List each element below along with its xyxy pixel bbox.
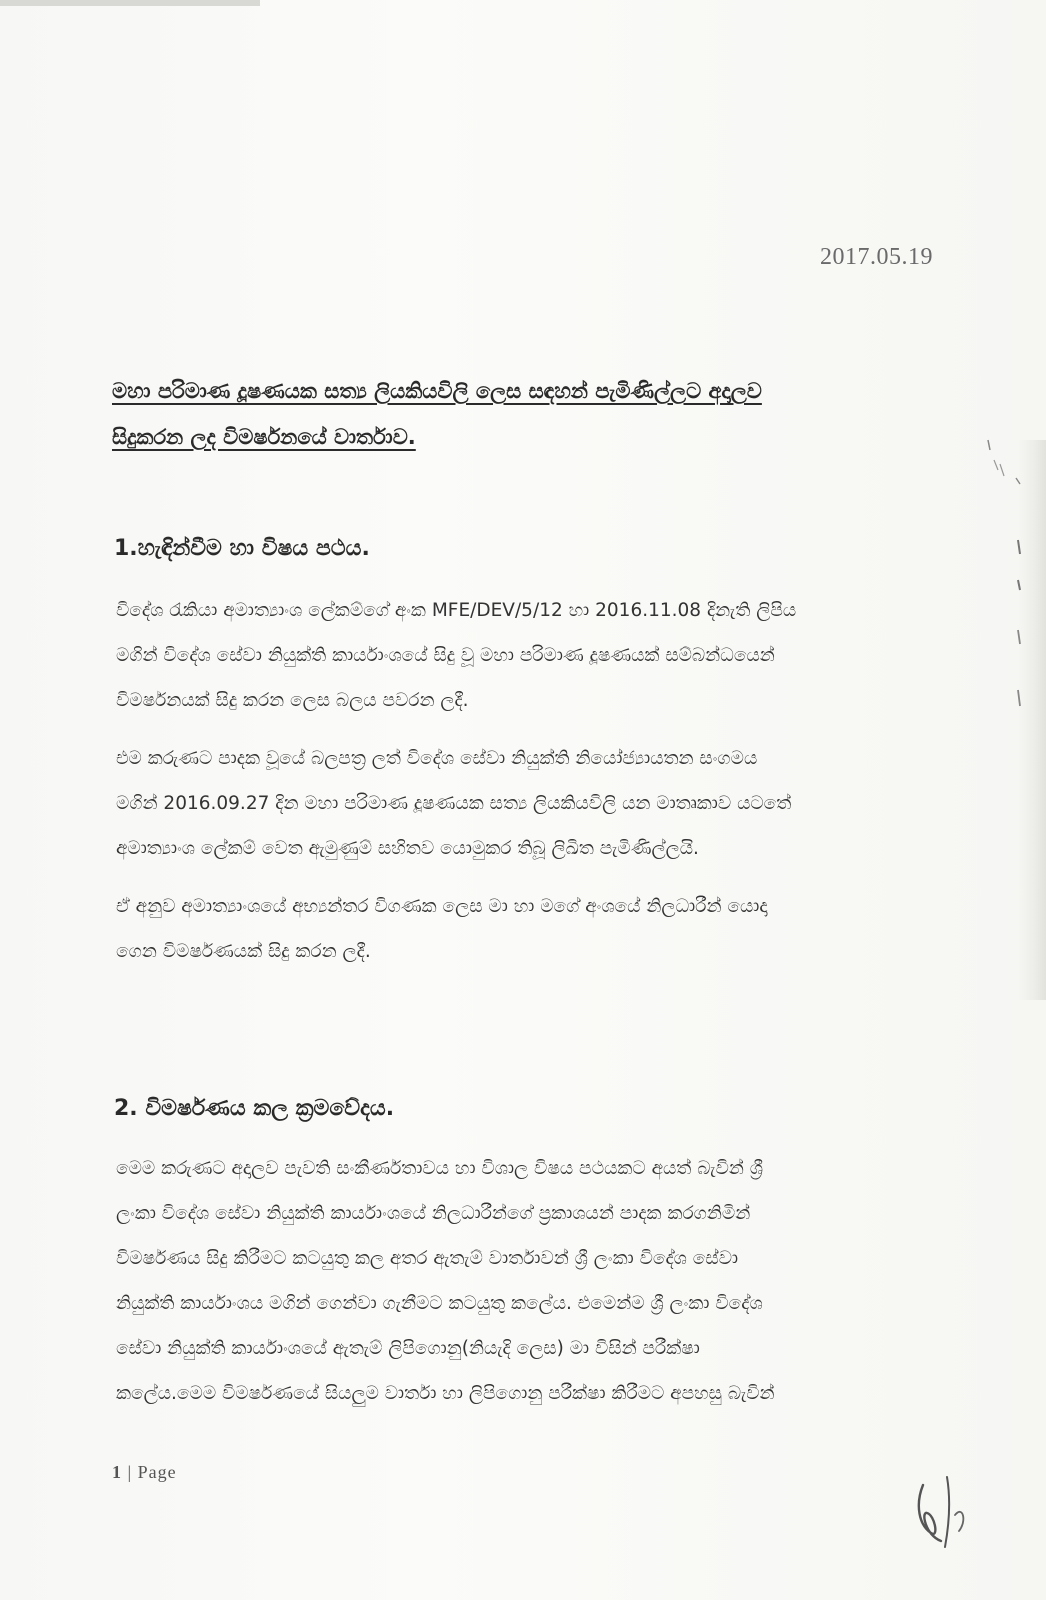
section-2-heading: 2. විමර්ෂණය කල ක්‍රමවේදය.	[114, 1096, 395, 1121]
paragraph-line: ගෙන විමර්ෂණයක් සිදු කරන ලදී.	[116, 941, 371, 962]
scan-margin-marks	[980, 430, 1040, 730]
page-separator: |	[127, 1462, 133, 1482]
paragraph-line: ලංකා විදේශ සේවා නියුක්ති කාර්යාංශයේ නිලධාරීන්ගේ ප්‍රකාශයන් පාදක කරගනිමින්	[116, 1203, 751, 1224]
paragraph-line: මෙම කරුණට අදාලව පැවති සංකීර්ණතාවය හා විශාල විෂය පථයකට අයත් බැවින් ශ්‍රී	[116, 1158, 764, 1179]
title-line-1: මහා පරිමාණ දූෂණයක සත්‍ය ලියකියවිලි ලෙස සඳහන් පැමිණිල්ලට අදාලව	[112, 379, 762, 403]
paragraph-line: මගින් 2016.09.27 දින මහා පරිමාණ දූෂණයක සත්‍ය ලියකියවිලි යන මාතෘකාව යටතේ	[116, 793, 792, 814]
section-1-heading: 1.හැඳින්වීම හා විෂය පථය.	[114, 536, 370, 561]
page-number: 1	[112, 1462, 122, 1482]
page-footer	[112, 1462, 177, 1483]
paragraph-line: අමාත්‍යාංශ ලේකම් වෙත ඇමුණුම් සහිතව යොමුකර තිබූ ලිඛිත පැමිණිල්ලයි.	[116, 838, 699, 859]
section-1-paragraph-1	[116, 588, 976, 723]
page-label: Page	[137, 1462, 177, 1482]
paragraph-line: විදේශ රැකියා අමාත්‍යාංශ ලේකම්ගේ අංක MFE/DEV/5/12 හා 2016.11.08 දිනැති ලිපිය	[116, 600, 797, 621]
paragraph-line: සේවා නියුක්ති කාර්යාංශයේ ඇතැම් ලිපිගොනු(නියැදි ලෙස) මා විසින් පරීක්ෂා	[116, 1338, 700, 1359]
section-1-paragraph-3	[116, 884, 976, 974]
document-title	[112, 368, 992, 460]
paragraph-line: එම කරුණට පාදක වූයේ බලපත්‍ර ලත් විදේශ සේවා නියුක්ති නියෝජ්‍යායතන සංගමය	[116, 748, 758, 769]
paragraph-line: මගින් විදේශ සේවා නියුක්ති කාර්යාංශයේ සිදු වූ මහා පරිමාණ දූෂණයක් සම්බන්ධයෙන්	[116, 645, 775, 666]
paragraph-line: නියුක්ති කාර්යාංශය මගින් ගෙන්වා ගැනීමට කටයුතු කලේය. එමෙන්ම ශ්‍රී ලංකා විදේශ	[116, 1293, 763, 1314]
paragraph-line: විමර්ෂනයක් සිදු කරන ලෙස බලය පවරන ලදී.	[116, 690, 469, 711]
section-1-paragraph-2	[116, 736, 976, 871]
title-line-2: සිදුකරන ලද විමර්ෂනයේ වාර්තාව.	[112, 425, 416, 449]
document-date: 2017.05.19	[820, 244, 933, 270]
section-2-paragraph	[116, 1146, 976, 1416]
paragraph-line: විමර්ෂණය සිදු කිරීමට කටයුතු කල අතර ඇතැම් වාර්තාවන් ශ්‍රී ලංකා විදේශ සේවා	[116, 1248, 739, 1269]
signature-mark	[905, 1455, 985, 1555]
paragraph-line: ඒ අනුව අමාත්‍යාංශයේ අභ්‍යන්තර විගණක ලෙස මා හා මගේ අංශයේ නිලධාරීන් යොදා	[116, 896, 768, 917]
paragraph-line: කලේය.මෙම විමර්ෂණයේ සියලුම වාර්තා හා ලිපිගොනු පරීක්ෂා කිරීමට අපහසු බැවින්	[116, 1383, 775, 1404]
scan-edge	[0, 0, 260, 6]
